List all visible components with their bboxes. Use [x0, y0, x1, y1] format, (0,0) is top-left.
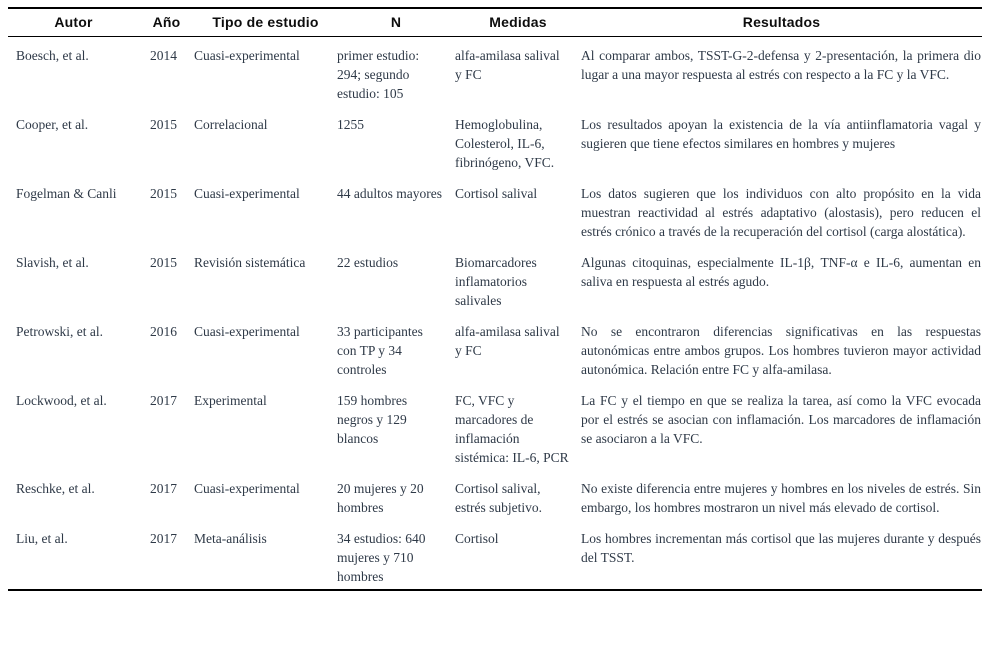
- header-autor: Autor: [8, 8, 139, 37]
- table-body: [8, 37, 982, 591]
- cell-resultados: Algunas citoquinas, especialmente IL-1β, TNF-α e IL-6, aumentan en saliva en respuesta al estrés agudo.: [581, 255, 981, 289]
- cell-anio: 2015: [150, 117, 177, 132]
- cell-autor: Petrowski, et al.: [16, 324, 103, 339]
- cell-medidas: alfa-amilasa salival y FC: [455, 48, 560, 82]
- cell-medidas: Biomarcadores inflamatorios salivales: [455, 255, 537, 308]
- table-row: [8, 313, 982, 382]
- cell-autor: Fogelman & Canli: [16, 186, 117, 201]
- cell-n: 22 estudios: [337, 255, 399, 270]
- header-anio: Año: [139, 8, 194, 37]
- cell-tipo: Cuasi-experimental: [194, 48, 300, 63]
- table-row: [8, 37, 982, 107]
- table-row: [8, 106, 982, 175]
- cell-medidas: Cortisol salival, estrés subjetivo.: [455, 481, 542, 515]
- cell-autor: Liu, et al.: [16, 531, 68, 546]
- cell-autor: Boesch, et al.: [16, 48, 89, 63]
- cell-n: 20 mujeres y 20 hombres: [337, 481, 424, 515]
- table-row: [8, 175, 982, 244]
- header-row: [8, 8, 982, 37]
- cell-n: primer estudio: 294; segundo estudio: 105: [337, 48, 420, 101]
- cell-anio: 2016: [150, 324, 177, 339]
- table-row: [8, 520, 982, 590]
- cell-tipo: Cuasi-experimental: [194, 481, 300, 496]
- cell-anio: 2015: [150, 186, 177, 201]
- cell-tipo: Correlacional: [194, 117, 268, 132]
- cell-resultados: Al comparar ambos, TSST-G-2-defensa y 2-presentación, la primera dio lugar a una mayor respuesta al estrés con respecto a la FC y la VFC.: [581, 48, 981, 82]
- table-row: [8, 470, 982, 520]
- table-row: [8, 244, 982, 313]
- cell-anio: 2017: [150, 531, 177, 546]
- cell-tipo: Cuasi-experimental: [194, 324, 300, 339]
- cell-tipo: Experimental: [194, 393, 267, 408]
- cell-resultados: Los resultados apoyan la existencia de la vía antiinflamatoria vagal y sugieren que tiene efectos similares en hombres y mujeres: [581, 117, 981, 151]
- cell-resultados: No se encontraron diferencias significativas en las respuestas autonómicas entre ambos grupos. Los hombres tuvieron mayor actividad autonómica. Relación entre FC y alfa-amilasa.: [581, 324, 981, 377]
- cell-medidas: Cortisol salival: [455, 186, 538, 201]
- header-n: N: [337, 8, 455, 37]
- cell-n: 44 adultos mayores: [337, 186, 442, 201]
- cell-medidas: Cortisol: [455, 531, 499, 546]
- header-resultados: Resultados: [581, 8, 982, 37]
- cell-tipo: Meta-análisis: [194, 531, 267, 546]
- cell-autor: Lockwood, et al.: [16, 393, 107, 408]
- cell-tipo: Revisión sistemática: [194, 255, 306, 270]
- cell-resultados: Los datos sugieren que los individuos con alto propósito en la vida muestran reactividad al estrés adaptativo (alostasis), pero reducen el estrés crónico a través de la recuperación del cortisol (carga alostática).: [581, 186, 981, 239]
- header-tipo: Tipo de estudio: [194, 8, 337, 37]
- studies-table: [8, 7, 982, 591]
- cell-resultados: La FC y el tiempo en que se realiza la tarea, así como la VFC evocada por el estrés se asocian con inflamación. Los marcadores de inflamación se asociaron a la VFC.: [581, 393, 981, 446]
- cell-anio: 2017: [150, 393, 177, 408]
- cell-n: 1255: [337, 117, 364, 132]
- cell-resultados: No existe diferencia entre mujeres y hombres en los niveles de estrés. Sin embargo, los hombres mostraron un nivel más elevado de cortisol.: [581, 481, 981, 515]
- cell-resultados: Los hombres incrementan más cortisol que las mujeres durante y después del TSST.: [581, 531, 981, 565]
- cell-tipo: Cuasi-experimental: [194, 186, 300, 201]
- cell-anio: 2015: [150, 255, 177, 270]
- cell-medidas: Hemoglobulina, Colesterol, IL-6, fibrinógeno, VFC.: [455, 117, 555, 170]
- cell-autor: Cooper, et al.: [16, 117, 89, 132]
- cell-autor: Slavish, et al.: [16, 255, 89, 270]
- table-header: [8, 8, 982, 37]
- cell-n: 33 participantes con TP y 34 controles: [337, 324, 423, 377]
- header-medidas: Medidas: [455, 8, 581, 37]
- cell-autor: Reschke, et al.: [16, 481, 95, 496]
- cell-n: 159 hombres negros y 129 blancos: [337, 393, 408, 446]
- cell-n: 34 estudios: 640 mujeres y 710 hombres: [337, 531, 426, 584]
- cell-medidas: alfa-amilasa salival y FC: [455, 324, 560, 358]
- cell-medidas: FC, VFC y marcadores de inflamación sistémica: IL-6, PCR: [455, 393, 569, 465]
- cell-anio: 2017: [150, 481, 177, 496]
- cell-anio: 2014: [150, 48, 177, 63]
- table-row: [8, 382, 982, 470]
